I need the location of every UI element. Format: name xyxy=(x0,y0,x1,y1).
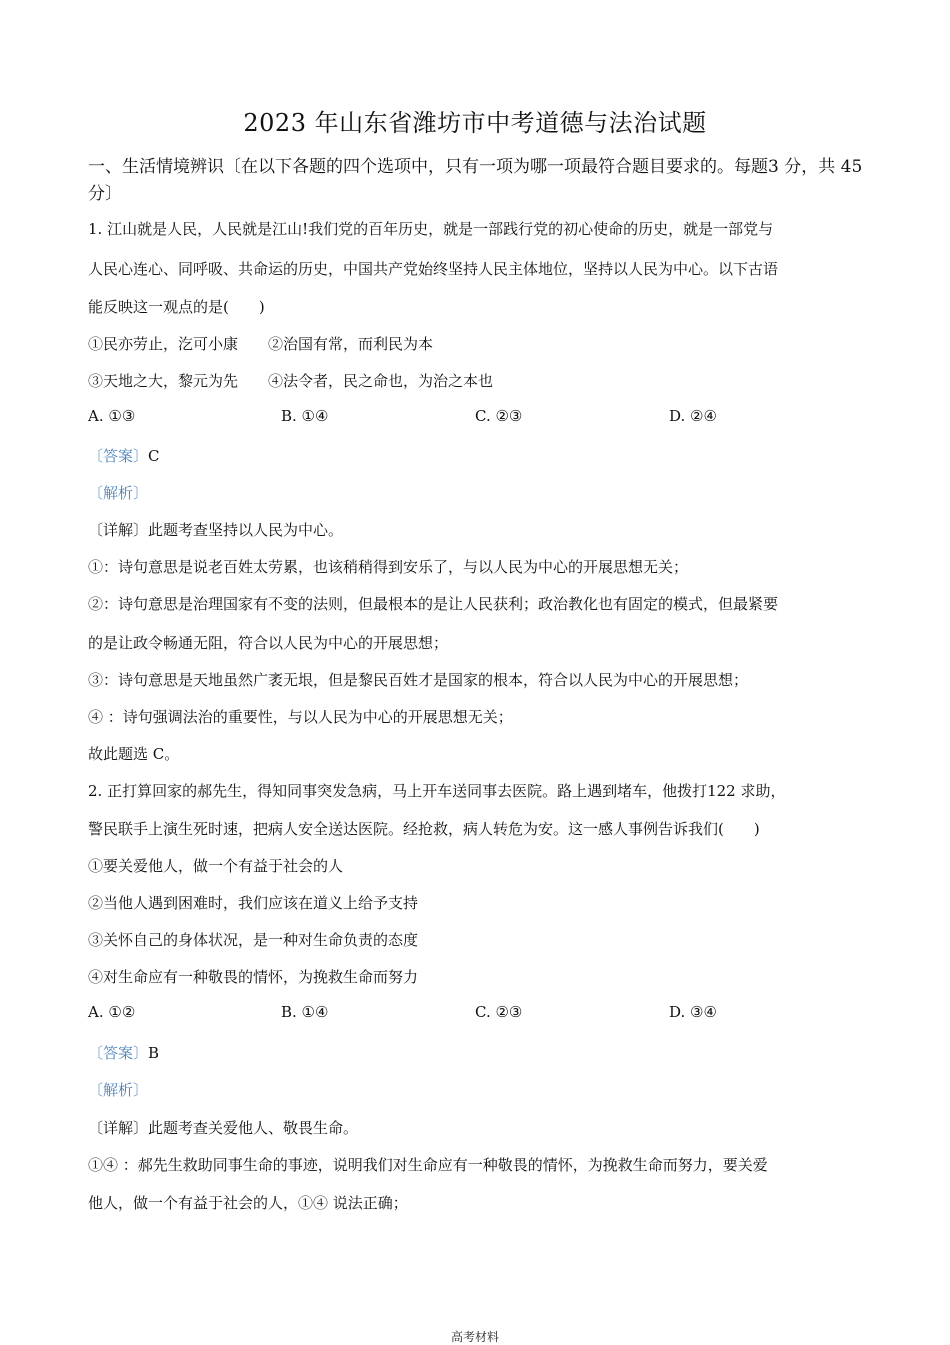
q2-item-line-1: ①要关爱他人，做一个有益于社会的人 xyxy=(88,857,344,875)
q2-detail-line-1: 〔详解〕此题考查关爱他人、敬畏生命。 xyxy=(88,1119,359,1137)
q2-item-line-2: ②当他人遇到困难时，我们应该在道义上给予支持 xyxy=(88,894,419,912)
q1-option-c: C. ②③ xyxy=(475,407,523,425)
q2-item-line-4: ④对生命应有一种敬畏的情怀，为挽救生命而努力 xyxy=(88,968,419,986)
q1-detail-line-2: ①：诗句意思是说老百姓太劳累，也该稍稍得到安乐了，与以人民为中心的开展思想无关； xyxy=(88,558,689,576)
page-footer: 高考材料 xyxy=(450,1330,499,1344)
section-heading: 一、生活情境辨识〔在以下各题的四个选项中，只有一项为哪一项最符合题目要求的。每题3 分，共 45 分〕 xyxy=(88,157,863,204)
page-title: 2023 年山东省潍坊市中考道德与法治试题 xyxy=(243,109,707,137)
q1-stem-line-2: 人民心连心、同呼吸、共命运的历史，中国共产党始终坚持人民主体地位，坚持以人民为中心。以下古语 xyxy=(88,260,779,278)
q2-detail-line-2: ①④ ：郝先生救助同事生命的事迹，说明我们对生命应有一种敬畏的情怀，为挽救生命而努力，要关爱 xyxy=(88,1156,768,1174)
q1-detail-line-4: 的是让政令畅通无阻，符合以人民为中心的开展思想； xyxy=(88,634,449,652)
q1-option-b: B. ①④ xyxy=(281,407,329,425)
q1-item-line-1: ①民亦劳止，汔可小康 ②治国有常，而利民为本 xyxy=(88,335,434,353)
q2-item-line-3: ③关怀自己的身体状况，是一种对生命负责的态度 xyxy=(88,931,419,949)
q1-detail-line-3: ②：诗句意思是治理国家有不变的法则，但最根本的是让人民获利；政治教化也有固定的模式，但最紧要 xyxy=(88,595,779,613)
q2-answer xyxy=(88,1042,878,1063)
q2-option-b: B. ①④ xyxy=(281,1003,329,1021)
q2-option-a: A. ①② xyxy=(88,1003,136,1021)
q2-stem-line-1: 2. 正打算回家的郝先生，得知同事突发急病，马上开车送同事去医院。路上遇到堵车，他拨打122 求助， xyxy=(88,782,786,800)
q2-answer-tag: 〔答案〕 xyxy=(88,1044,149,1062)
q1-answer-tag: 〔答案〕 xyxy=(88,447,149,465)
q1-answer-value: C xyxy=(148,447,160,465)
q1-detail-line-5: ③：诗句意思是天地虽然广袤无垠，但是黎民百姓才是国家的根本，符合以人民为中心的开展思想； xyxy=(88,671,749,689)
q2-option-d: D. ③④ xyxy=(669,1003,717,1021)
q2-analysis-tag: 〔解析〕 xyxy=(88,1081,149,1099)
q1-stem-line-1: 1. 江山就是人民，人民就是江山!我们党的百年历史，就是一部践行党的初心使命的历史，就是一部党与 xyxy=(88,220,774,238)
q1-option-d: D. ②④ xyxy=(669,407,717,425)
q1-detail-line-7: 故此题选 C。 xyxy=(88,745,180,763)
q1-item-line-2: ③天地之大，黎元为先 ④法令者，民之命也，为治之本也 xyxy=(88,372,494,390)
q1-analysis-tag: 〔解析〕 xyxy=(88,484,149,502)
q1-stem-line-3: 能反映这一观点的是( ) xyxy=(88,298,265,316)
q1-answer xyxy=(88,445,878,466)
q2-option-c: C. ②③ xyxy=(475,1003,523,1021)
q2-detail-line-3: 他人，做一个有益于社会的人，①④ 说法正确； xyxy=(88,1194,408,1212)
q1-option-a: A. ①③ xyxy=(88,407,136,425)
q2-answer-value: B xyxy=(148,1044,160,1062)
q1-detail-line-6: ④ ：诗句强调法治的重要性，与以人民为中心的开展思想无关； xyxy=(88,708,513,726)
q2-stem-line-2: 警民联手上演生死时速，把病人安全送达医院。经抢救，病人转危为安。这一感人事例告诉我们( ) xyxy=(88,820,760,838)
q1-detail-line-1: 〔详解〕此题考查坚持以人民为中心。 xyxy=(88,521,344,539)
